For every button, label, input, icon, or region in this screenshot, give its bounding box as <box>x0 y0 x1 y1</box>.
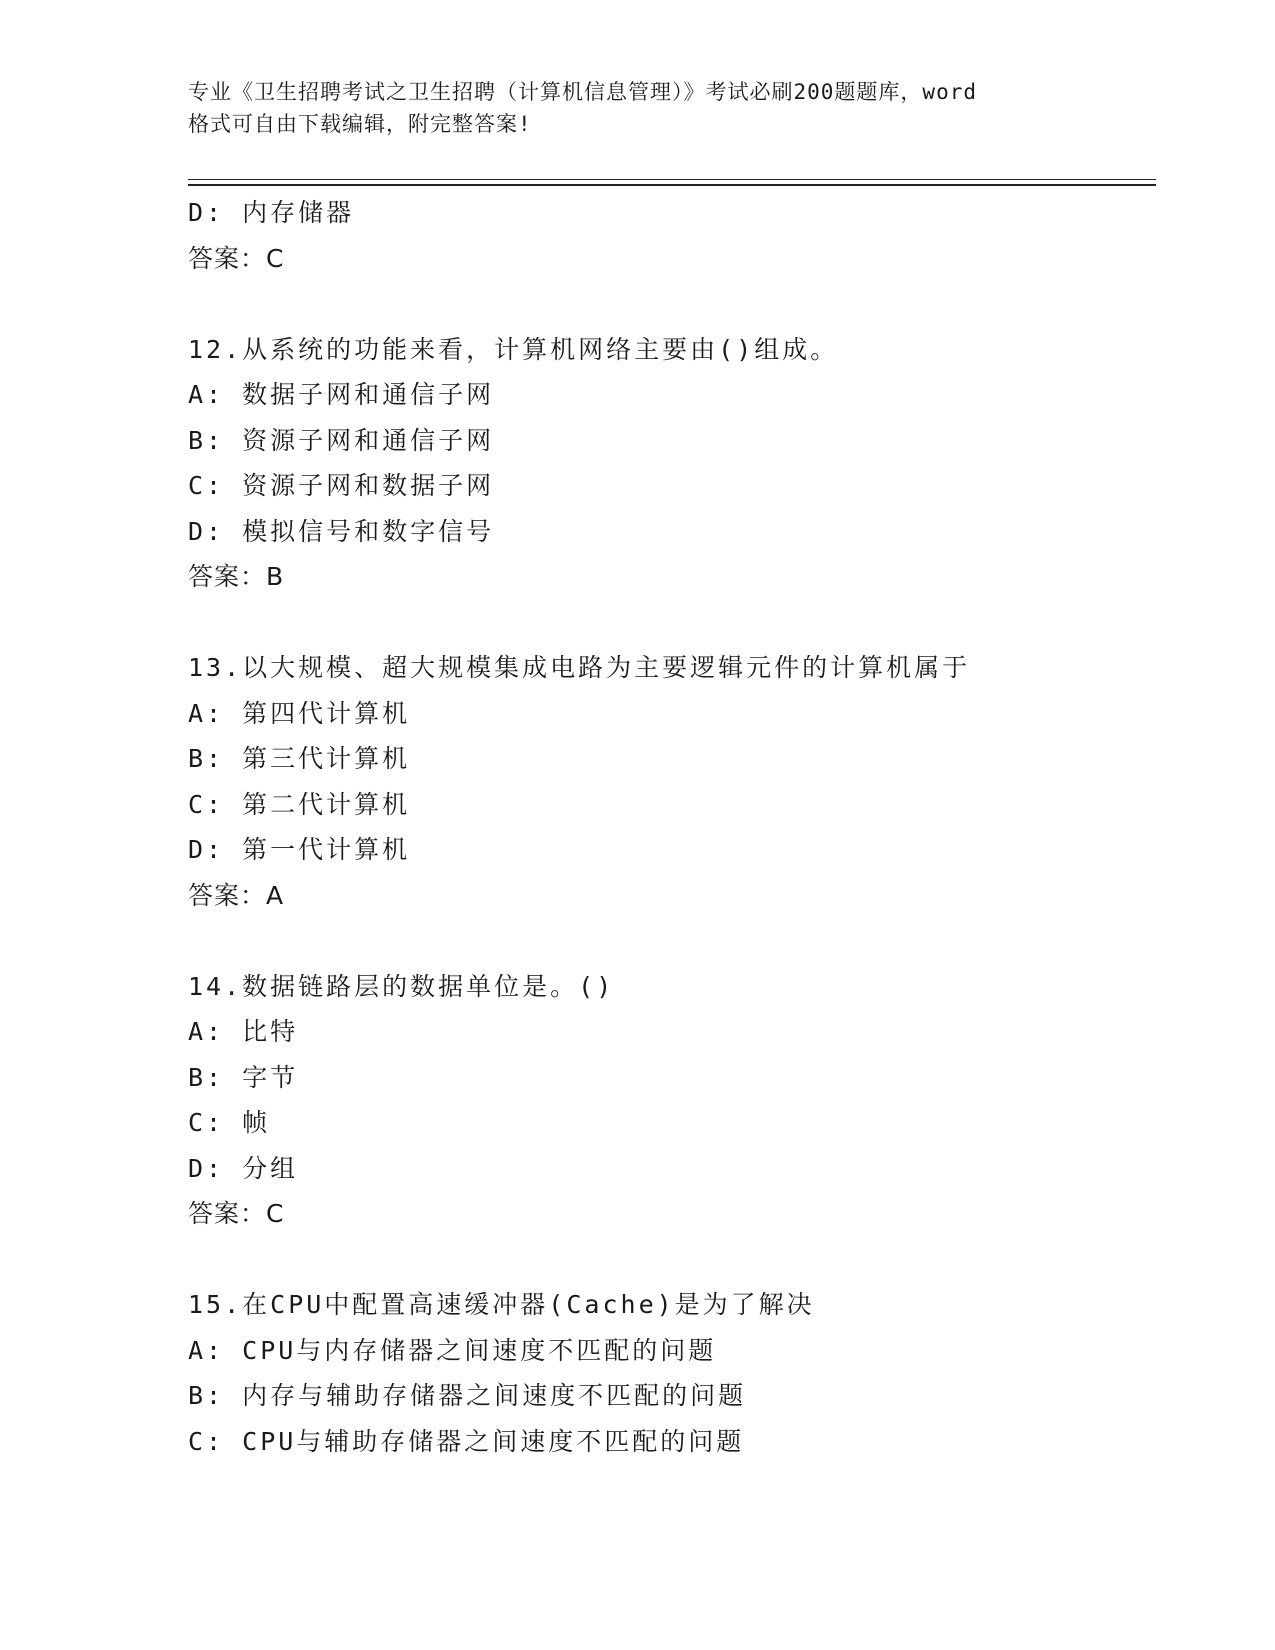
option-a: A: 比特 <box>188 1017 299 1046</box>
option-c: C: 帧 <box>188 1108 271 1137</box>
document-header <box>188 76 1088 140</box>
prev-answer: 答案：C <box>188 243 285 273</box>
answer: 答案：A <box>188 880 285 910</box>
option-d: D: 分组 <box>188 1153 299 1183</box>
answer: 答案：C <box>188 1199 285 1228</box>
option-d: D: 第一代计算机 <box>188 835 411 864</box>
question-stem: 12.从系统的功能来看，计算机网络主要由()组成。 <box>188 334 839 364</box>
question-stem: 14.数据链路层的数据单位是。() <box>188 971 615 1001</box>
option-d: D: 模拟信号和数字信号 <box>188 516 495 546</box>
option-c: C: 第二代计算机 <box>188 789 411 819</box>
option-b: B: 内存与辅助存储器之间速度不匹配的问题 <box>188 1381 747 1410</box>
question-13 <box>188 645 1148 918</box>
header-divider-thick <box>188 184 1156 186</box>
option-b: B: 字节 <box>188 1062 299 1092</box>
header-divider-thin <box>188 179 1156 180</box>
option-c: C: 资源子网和数据子网 <box>188 471 495 500</box>
answer: 答案：B <box>188 562 285 591</box>
option-b: B: 资源子网和通信子网 <box>188 425 495 455</box>
prev-option-d: D: 内存储器 <box>188 198 355 227</box>
question-15 <box>188 1282 1148 1464</box>
question-stem: 13.以大规模、超大规模集成电路为主要逻辑元件的计算机属于 <box>188 653 971 682</box>
header-line-2: 格式可自由下载编辑，附完整答案! <box>188 112 532 136</box>
question-14 <box>188 964 1148 1237</box>
option-a: A: CPU与内存储器之间速度不匹配的问题 <box>188 1335 717 1365</box>
option-a: A: 第四代计算机 <box>188 698 411 728</box>
header-line-1: 专业《卫生招聘考试之卫生招聘（计算机信息管理）》考试必刷200题题库，word <box>188 80 977 104</box>
question-12 <box>188 327 1148 600</box>
option-a: A: 数据子网和通信子网 <box>188 380 495 409</box>
option-c: C: CPU与辅助存储器之间速度不匹配的问题 <box>188 1426 745 1456</box>
option-b: B: 第三代计算机 <box>188 744 411 773</box>
question-list <box>188 190 1148 1464</box>
question-stem: 15.在CPU中配置高速缓冲器(Cache)是为了解决 <box>188 1290 815 1319</box>
